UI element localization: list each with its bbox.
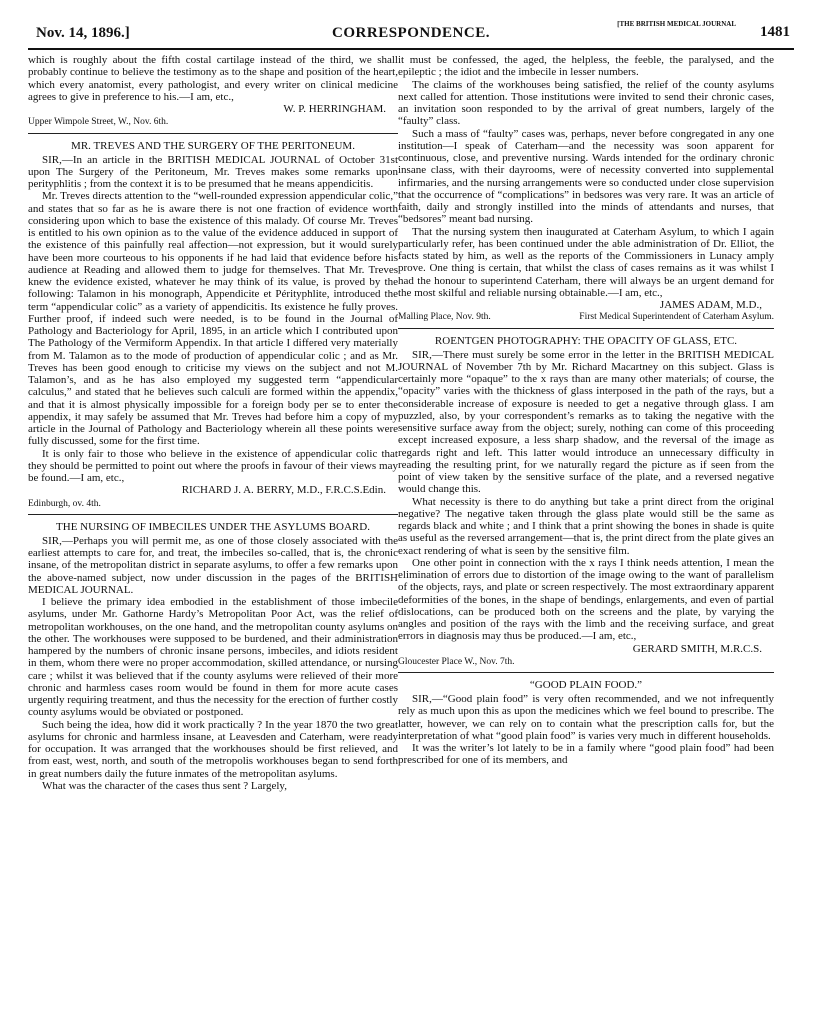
signature: GERARD SMITH, M.R.C.S. xyxy=(632,642,762,655)
paragraph: One other point in connection with the x rays I think needs attention, I mean the elimination of errors due to distortion of the image owing to the want of parallelism of the objects, rays, and plate or screen respectively. The most extraordinary apparent deformities of the bones, in the shape of bendings, enlargements, and even of partial dislocations, can be produced both on the screens and the plate, by varying the angles and position of the rays with the limb and the receiving surface, and great errors in diagnosis may thus be produced.—I am, etc., xyxy=(398,556,774,643)
letter-place: Upper Wimpole Street, W., Nov. 6th. xyxy=(28,117,169,128)
paragraph: Such being the idea, how did it work practically ? In the year 1870 the two great asylums for chronic and harmless insane, at Leavesden and Caterham, were ready for occupation. It was arranged that the workhouses should be first relieved, and from east, west, north, and south of the metropolis workhouses began to send forth in great numbers daily the future inmates of the metropolitan asylums. xyxy=(28,718,398,780)
letter-heading: “GOOD PLAIN FOOD.” xyxy=(529,679,643,691)
paragraph: SIR,—“Good plain food” is very often recommended, and we not infrequently rely as much upon this as upon the medicines which we feel bound to prescribe. The latter, however, we can rely on to contain what the prescription calls for, but the interpretation of what “good plain food” is varies very much in different households. xyxy=(398,693,774,742)
paragraph: SIR,—There must surely be some error in the letter in the BRITISH MEDICAL JOURNAL of November 7th by Mr. Richard Macartney on this subject. Glass is certainly more “opaque” to the x rays than are many other materials; of course, the “opacity” varies with the thickness of glass interposed in the path of the rays, but a considerable increase of exposure is needed to get a negative through glass. I am puzzled, also, by your correspondent’s remarks as to taking the negative with the sensitive surface away from the object; surely, nothing can come of this proceeding except increased exposure, a less sharp shadow, and the reversal of the image as regards right and left. This latter would introduce an unnecessary difficulty in reading the resulting print, for we naturally regard the picture as if seen from the point of view taken by the sensitive surface of the plate, and a reversed negative would change this. xyxy=(398,348,774,496)
paragraph: SIR,—Perhaps you will permit me, as one of those closely associated with the earliest attempts to care for, and treat, the imbeciles so-called, that is, the chronic insane, of the metropolitan district in separate asylums, to offer a few remarks upon the above-named subject, now under discussion in the pages of the BRITISH MEDICAL JOURNAL. xyxy=(28,534,398,596)
letter-place: Gloucester Place W., Nov. 7th. xyxy=(398,656,515,667)
divider xyxy=(28,133,398,134)
signature: JAMES ADAM, M.D., xyxy=(659,299,762,311)
paragraph: The claims of the workhouses being satisfied, the relief of the county asylums next called for attention. Those institutions were invited to send their chronic cases, an invitation soon responded to by the arrival of great numbers, largely of the “faulty” class. xyxy=(398,78,774,128)
paragraph: What necessity is there to do anything but take a print direct from the original negative? The negative taken through the glass plate would still be the same as regards black and white ; and I think that a print showing the bones in shade is quite as useful as the reversed arrangement—that is, the print direct from the plate gives an exact rendering of what is seen by the sensitive film. xyxy=(398,495,775,557)
section-title: CORRESPONDENCE. xyxy=(332,25,490,41)
page-number: 1481 xyxy=(760,24,790,40)
letter-heading: MR. TREVES AND THE SURGERY OF THE PERITONEUM. xyxy=(71,139,355,152)
paragraph: I believe the primary idea embodied in the establishment of those imbecile asylums, under Mr. Gathorne Hardy’s Metropolitan Poor Act, was the relief of metropolitan workhouses, on the one hand, and the metropolitan county asylums on the other. The workhouses were supposed to be burdened, and their administration hampered by the numbers of chronic insane persons, imbeciles, and idiots resident in them, whom there were no proper accommodation, skilled attendance, or nursing care ; whilst it was believed that if the county asylums were relieved of their more chronic and harmless cases room would be found in them for more acute cases urgently requiring treatment, and thus the necessity for the erection of further costly county asylums would be obviated or postponed. xyxy=(28,596,398,719)
letter-place: Malling Place, Nov. 9th. xyxy=(398,312,491,323)
issue-date: Nov. 14, 1896.] xyxy=(36,25,130,41)
signature: RICHARD J. A. BERRY, M.D., F.R.C.S.Edin. xyxy=(181,484,386,497)
running-header xyxy=(28,18,794,50)
letter-heading: ROENTGEN PHOTOGRAPHY: THE OPACITY OF GLASS, ETC. xyxy=(434,334,738,347)
letter-place: Edinburgh, ov. 4th. xyxy=(28,498,101,509)
left-column xyxy=(28,54,398,792)
divider xyxy=(398,672,774,673)
letter-heading: THE NURSING OF IMBECILES UNDER THE ASYLUMS BOARD. xyxy=(56,520,370,533)
paragraph: It was the writer’s lot lately to be in a family where “good plain food” had been prescribed for one of its members, and xyxy=(398,742,774,767)
paragraph: Mr. Treves directs attention to the “well-rounded expression appendicular colic,” and states that so far as he is aware there is not one fraction of evidence worth considering upon which to base the existence of this malady. Of course Mr. Treves is entitled to his own opinion as to the value of the evidence adduced in support of the existence of this painfully real affection—not expression, but it would surely have been more courteous to his opponents if he had laid that evidence before his audience at Reading and allowed them to judge for themselves. That Mr. Treves knew the evidence existed, whatever he may think of its value, is proved by the following: Talamon in his monograph, Appendicite et Pérityphlite, introduced the term “appendicular colic” as a variety of appendicitis. Its existence he fully proves. Further proof, if indeed such were needed, is to be found in the Journal of Pathology and Bacteriology for April, 1895, in an article which I contributed upon The Pathology of the Vermiform Appendix. In that article I differed very materially from M. Talamon as to the mode of production of appendicular colic ; and as Mr. Treves has been good enough to criticise my views on the subject and not M. Talamon’s, and as he has also employed my suggested term “appendicular calculus,” and stated that he believes such calculi are formed within the appendix, and that it is almost physically impossible for a foreign body per se to enter the appendix, it may safely be assumed that Mr. Treves had before him a copy of my article in the Journal of Pathology and Bacteriology wherein all these points were fully discussed, some for the first time. xyxy=(28,190,398,448)
continued-text: it must be confessed, the aged, the helpless, the feeble, the paralysed, and the epileptic ; the idiot and the imbecile in lesser numbers. xyxy=(398,54,774,79)
continued-text: which is roughly about the fifth costal cartilage instead of the third, we shall probably continue to believe the testimony as to the shape and position of the heart, which every anatomist, every pathologist, and every writer on clinical medicine agrees to give in preference to his.—I am, etc., xyxy=(28,54,398,103)
signatory-title: First Medical Superintendent of Caterham Asylum. xyxy=(579,312,774,323)
paragraph: Such a mass of “faulty” cases was, perhaps, never before congregated in any one institution—I speak of Caterham—and the necessity was soon apparent for continuous, close, and preventive nursing. Wards intended for the ordinary chronic insane class, with their dayrooms, were of necessity converted into supplemental infirmaries, and the nursing arrangements were so conducted under close supervision that the occurrence of “complications” in bedsores was very rare. It was an article of faith, daily and strongly instilled into the minds of attendants and nurses, that “bedsores” meant bad nursing. xyxy=(398,127,774,226)
divider xyxy=(28,514,398,515)
paragraph: What was the character of the cases thus sent ? Largely, xyxy=(42,779,287,792)
signature-line xyxy=(398,311,774,323)
right-column xyxy=(398,54,774,767)
journal-name: [THE BRITISH MEDICAL JOURNAL xyxy=(617,20,736,28)
paragraph: SIR,—In an article in the BRITISH MEDICAL JOURNAL of October 31st upon The Surgery of the Peritoneum, Mr. Treves makes some remarks upon perityphlitis ; from the context it is to be presumed that he means appendicitis. xyxy=(28,153,398,190)
divider xyxy=(398,328,774,329)
paragraph: That the nursing system then inaugurated at Caterham Asylum, to which I again particularly refer, has been continued under the able administration of Dr. Elliot, the facts stated by him, as well as the reports of the Commissioners in Lunacy amply prove. One thing is certain, that whilst the class of cases remains as it was whilst I had the honour to superintend Caterham, there will always be an urgent demand for the most skilful and reliable nursing obtainable.—I am, etc., xyxy=(398,225,774,299)
paragraph: It is only fair to those who believe in the existence of appendicular colic that they should be permitted to point out where the proofs in favour of their views may be found.—I am, etc., xyxy=(28,447,398,484)
signature: W. P. HERRINGHAM. xyxy=(283,103,386,115)
